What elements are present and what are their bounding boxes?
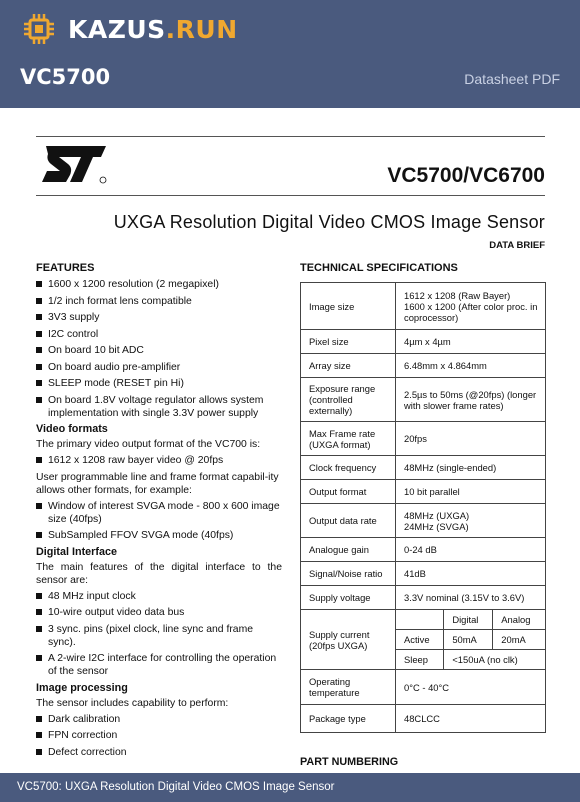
list-item: 10-wire output video data bus (36, 606, 282, 619)
spec-key: Signal/Noise ratio (301, 562, 396, 586)
spec-active-analog: 20mA (493, 630, 546, 650)
spec-value: 3.3V nominal (3.15V to 3.6V) (396, 586, 546, 610)
spec-active-digital: 50mA (444, 630, 493, 650)
list-item: On board 1.8V voltage regulator allows system implementation with single 3.3V power supply (36, 394, 282, 420)
spec-row (301, 504, 546, 538)
spec-col-digital: Digital (444, 610, 493, 630)
video-formats-para: User programmable line and frame format capabil-ity allows other formats, for example: (36, 471, 279, 496)
spec-row-op-temp (301, 670, 546, 705)
spec-key: Image size (301, 283, 396, 330)
spec-key: Output format (301, 480, 396, 504)
spec-value: 2.5µs to 50ms (@20fps) (longer with slower frame rates) (396, 378, 546, 422)
part-title: VC5700/VC6700 (387, 164, 545, 187)
list-item: FPN correction (36, 729, 282, 742)
spec-row (301, 480, 546, 504)
spec-key: Pixel size (301, 330, 396, 354)
doc-code: VC5700 (20, 65, 111, 89)
list-item: 3 sync. pins (pixel clock, line sync and frame sync). (36, 623, 282, 649)
spec-key: Array size (301, 354, 396, 378)
spec-value: 0-24 dB (396, 538, 546, 562)
spec-value: 48CLCC (396, 705, 546, 733)
spec-row-package (301, 705, 546, 733)
brand-main: KAZUS (68, 14, 166, 44)
left-column (36, 262, 282, 762)
image-processing-intro: The sensor includes capability to perform: (36, 697, 229, 709)
site-brand (68, 15, 238, 44)
spec-row (301, 283, 546, 330)
spec-table (300, 282, 546, 733)
part-numbering-heading: PART NUMBERING (300, 756, 399, 768)
site-footer: VC5700: UXGA Resolution Digital Video CMOS Image Sensor (0, 773, 580, 802)
digital-interface-intro: The main features of the digital interface to the sensor are: (36, 561, 282, 586)
video-formats-list-2 (36, 500, 282, 543)
spec-cell-blank (396, 610, 444, 630)
video-formats-heading: Video formats (36, 423, 108, 435)
st-logo-icon (40, 140, 108, 186)
spec-value: 48MHz (UXGA) 24MHz (SVGA) (396, 504, 546, 538)
list-item: 1600 x 1200 resolution (2 megapixel) (36, 278, 282, 291)
chip-icon (22, 12, 56, 46)
spec-row (301, 456, 546, 480)
spec-key: Exposure range (controlled externally) (301, 378, 396, 422)
video-formats-list-1 (36, 454, 282, 467)
datasheet-pdf-link[interactable]: Datasheet PDF (464, 71, 560, 87)
spec-key: Clock frequency (301, 456, 396, 480)
spec-value: 6.48mm x 4.864mm (396, 354, 546, 378)
spec-sleep-value: <150uA (no clk) (444, 650, 546, 670)
spec-row (301, 354, 546, 378)
features-list (36, 278, 282, 420)
top-rule (36, 136, 545, 137)
spec-value: 1612 x 1208 (Raw Bayer) 1600 x 1200 (After color proc. in coprocessor) (396, 283, 546, 330)
video-formats-intro: The primary video output format of the VC700 is: (36, 439, 261, 450)
image-processing-heading: Image processing (36, 681, 128, 694)
right-column (300, 262, 546, 733)
spec-active-label: Active (396, 630, 444, 650)
spec-key: Output data rate (301, 504, 396, 538)
spec-row (301, 562, 546, 586)
image-processing-list (36, 713, 282, 759)
list-item: SLEEP mode (RESET pin Hi) (36, 377, 282, 390)
mid-rule (36, 195, 545, 196)
list-item: 3V3 supply (36, 311, 282, 324)
list-item: On board 10 bit ADC (36, 344, 282, 357)
digital-interface-list (36, 590, 282, 679)
spec-key: Operating temperature (301, 670, 396, 705)
spec-sleep-label: Sleep (396, 650, 444, 670)
spec-value: 41dB (396, 562, 546, 586)
features-heading: FEATURES (36, 262, 95, 274)
spec-row (301, 538, 546, 562)
doc-subtitle: UXGA Resolution Digital Video CMOS Image Sensor (113, 212, 545, 232)
spec-value: 48MHz (single-ended) (396, 456, 546, 480)
spec-key: Package type (301, 705, 396, 733)
list-item: Window of interest SVGA mode - 800 x 600 image size (40fps) (36, 500, 282, 526)
spec-key: Supply current (20fps UXGA) (301, 610, 396, 670)
spec-row (301, 330, 546, 354)
spec-row (301, 378, 546, 422)
spec-value: 20fps (396, 422, 546, 456)
list-item: 1/2 inch format lens compatible (36, 295, 282, 308)
spec-row (301, 422, 546, 456)
spec-value: 4µm x 4µm (396, 330, 546, 354)
list-item: I2C control (36, 328, 282, 341)
site-header (0, 0, 580, 108)
list-item: On board audio pre-amplifier (36, 361, 282, 374)
list-item: A 2-wire I2C interface for controlling the operation of the sensor (36, 652, 282, 678)
spec-key: Max Frame rate (UXGA format) (301, 422, 396, 456)
spec-value: 0°C - 40°C (396, 670, 546, 705)
list-item: 48 MHz input clock (36, 590, 282, 603)
list-item: Defect correction (36, 746, 282, 759)
spec-col-analog: Analog (493, 610, 546, 630)
site-logo[interactable] (22, 12, 238, 46)
tech-specs-heading: TECHNICAL SPECIFICATIONS (300, 262, 458, 274)
spec-key: Analogue gain (301, 538, 396, 562)
list-item: 1612 x 1208 raw bayer video @ 20fps (36, 454, 282, 467)
data-brief-label: DATA BRIEF (489, 240, 545, 251)
spec-value: 10 bit parallel (396, 480, 546, 504)
spec-row (301, 586, 546, 610)
brand-run: .RUN (165, 14, 238, 44)
spec-row-supply-current-head (301, 610, 546, 630)
spec-key: Supply voltage (301, 586, 396, 610)
list-item: Dark calibration (36, 713, 282, 726)
list-item: SubSampled FFOV SVGA mode (40fps) (36, 529, 282, 542)
digital-interface-heading: Digital Interface (36, 545, 117, 558)
